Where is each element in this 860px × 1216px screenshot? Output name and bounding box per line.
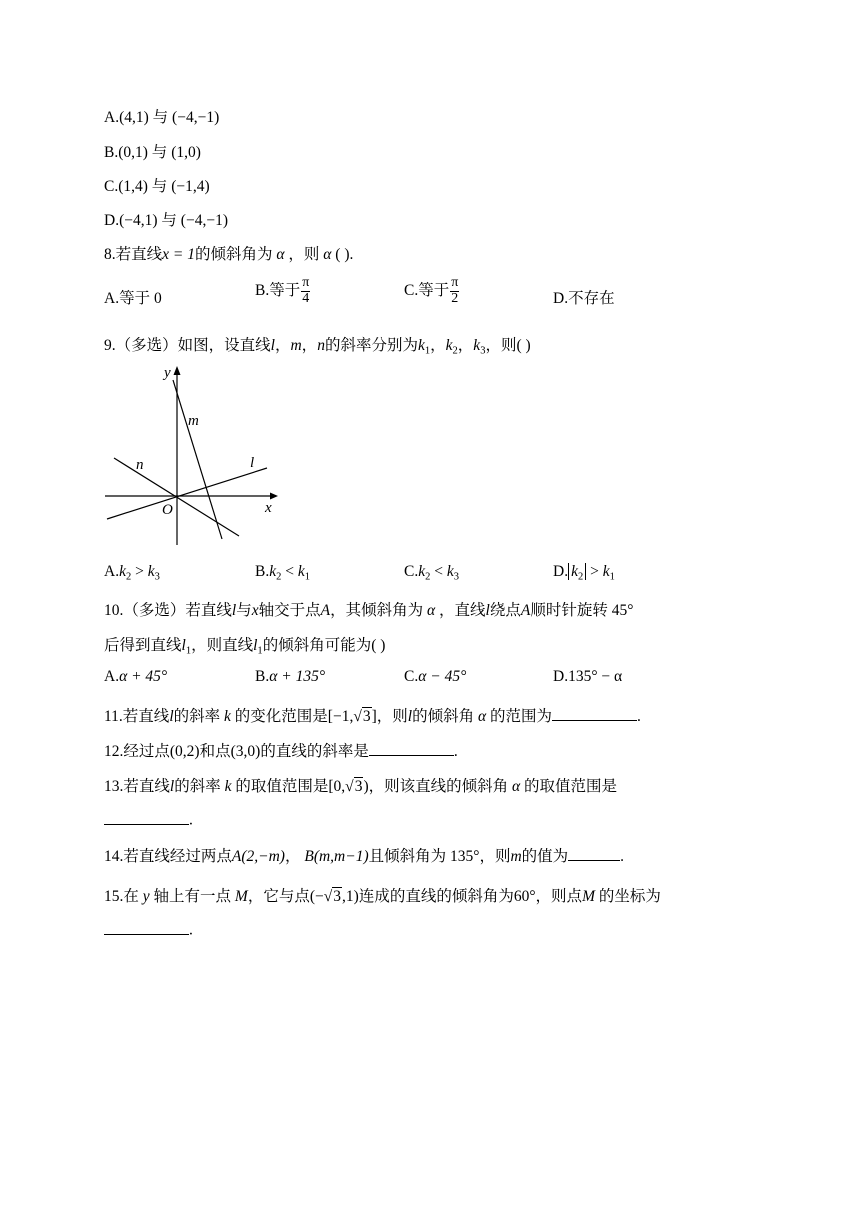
var-k: k <box>602 563 610 580</box>
alpha-symbol: α <box>512 778 521 795</box>
answer-blank[interactable] <box>568 845 620 862</box>
sqrt: √3 <box>323 888 342 905</box>
text: 的值为 <box>521 848 569 865</box>
point: ,1) <box>342 888 359 905</box>
q13 <box>104 774 617 796</box>
var-l: l <box>407 708 413 725</box>
line-l <box>107 468 267 519</box>
range: ) <box>363 778 369 795</box>
option-text: A.等于 0 <box>104 290 162 307</box>
var-k: k <box>446 563 454 580</box>
text: 的坐标为 <box>598 888 661 905</box>
q10-option-a <box>104 668 167 686</box>
equation: x = 1 <box>162 246 195 263</box>
text: ，则直线 <box>191 637 254 654</box>
text: . <box>620 848 625 865</box>
q10-stem-line1 <box>104 598 633 620</box>
text: . <box>637 708 641 725</box>
text: 轴交于点 <box>258 602 321 619</box>
option-label: A. <box>104 668 120 685</box>
subscript: 2 <box>125 571 132 583</box>
point: (−4,−1) <box>180 212 228 229</box>
point: (−4,−1) <box>172 109 220 126</box>
point: (4,1) <box>119 109 149 126</box>
line-m-label: m <box>188 413 199 429</box>
x-axis-label: x <box>265 500 272 516</box>
text: 绕点 <box>489 602 521 619</box>
var-k: k <box>224 778 232 795</box>
x-axis-arrow <box>270 493 278 500</box>
q11 <box>104 704 641 726</box>
subscript: 3 <box>154 571 160 583</box>
option-text: D.不存在 <box>553 290 615 307</box>
expression: 135° − α <box>568 668 623 685</box>
text: ， <box>274 337 291 354</box>
q8-option-d <box>553 286 615 308</box>
q10-option-d <box>553 668 622 686</box>
point: (−1,4) <box>171 178 210 195</box>
subscript: 1 <box>257 645 263 657</box>
connector: 与 <box>151 144 168 161</box>
var-k: k <box>224 708 231 725</box>
text: ，则该直线的倾斜角 <box>368 778 509 795</box>
fraction <box>450 276 459 306</box>
option-label: B. <box>255 668 270 685</box>
subscript: 2 <box>452 345 458 357</box>
q7-option-b <box>104 140 201 162</box>
angle: 60° <box>513 888 536 905</box>
expression: α + 45° <box>119 668 168 685</box>
var-n: n <box>317 337 325 354</box>
subscript: 3 <box>453 571 460 583</box>
point-b-label: B <box>304 848 314 865</box>
text: 的斜率 <box>173 708 221 725</box>
var-k: k <box>119 563 126 580</box>
q10-stem-line2 <box>104 633 385 657</box>
radicand: 3 <box>362 708 371 725</box>
var-a: A <box>320 602 331 619</box>
text: ，则 <box>376 708 408 725</box>
q8-option-b <box>255 276 311 306</box>
q15-answer-line <box>104 918 193 940</box>
option-label: A. <box>104 109 120 126</box>
text: 的范围为 <box>490 708 553 725</box>
subscript: 2 <box>425 571 431 583</box>
point-b-coords: (m,m−1) <box>313 848 369 865</box>
q7-option-d <box>104 208 228 230</box>
subscript: 1 <box>185 645 192 657</box>
text: 的直线的斜率是 <box>260 743 369 760</box>
subscript: 1 <box>304 571 311 583</box>
text: ，则( ) <box>485 337 531 354</box>
range: [0, <box>328 778 346 795</box>
absolute-value <box>568 563 586 583</box>
operator: < <box>285 563 294 580</box>
var-k: k <box>418 563 426 580</box>
option-label: D. <box>104 212 120 229</box>
var-l: l <box>231 602 237 619</box>
text: 的倾斜角可能为( ) <box>262 637 386 654</box>
text: 10.（多选）若直线 <box>104 602 232 619</box>
point-a-coords: (2,−m) <box>241 848 285 865</box>
var-k: k <box>473 337 481 354</box>
point: (1,4) <box>118 178 148 195</box>
var-l: l <box>181 637 186 654</box>
var-l: l <box>169 708 174 725</box>
text: ， <box>284 848 301 865</box>
var-k: k <box>297 563 305 580</box>
var-k: k <box>445 337 453 354</box>
operator: > <box>135 563 144 580</box>
point: (0,2) <box>169 743 200 760</box>
var-m: m <box>290 337 302 354</box>
point: (−4,1) <box>119 212 158 229</box>
y-axis-label: y <box>164 365 171 381</box>
option-text: C.等于 <box>404 281 450 299</box>
alpha-symbol: α <box>477 708 487 725</box>
alpha-symbol: α <box>323 246 332 263</box>
text: 8.若直线 <box>104 246 163 263</box>
text: . <box>189 811 193 829</box>
q10-option-c <box>404 668 466 686</box>
y-axis-arrow <box>174 366 181 375</box>
text: 与 <box>236 602 252 619</box>
fraction <box>301 276 310 306</box>
text: 的倾斜角为 <box>194 246 273 263</box>
var-k: k <box>147 563 155 580</box>
text: 连成的直线的倾斜角为 <box>358 888 514 905</box>
denominator: 4 <box>302 290 310 306</box>
option-label: B. <box>255 563 270 580</box>
origin-label: O <box>162 502 173 518</box>
q15 <box>104 884 661 906</box>
text: 14.若直线经过两点 <box>104 848 232 865</box>
var-y: y <box>142 888 150 905</box>
answer-blank[interactable] <box>104 808 189 825</box>
q12 <box>104 739 458 761</box>
q9-stem <box>104 333 531 357</box>
var-k: k <box>417 337 425 354</box>
option-label: A. <box>104 563 120 580</box>
text: ，则 <box>288 246 320 263</box>
text: 且倾斜角为 135°，则 <box>368 848 511 865</box>
option-label: C. <box>404 563 419 580</box>
text: . <box>189 921 193 939</box>
text: 的取值范围是 <box>235 778 329 795</box>
var-k: k <box>571 563 578 580</box>
option-label: C. <box>104 178 119 195</box>
alpha-symbol: α <box>276 246 285 263</box>
q9-option-a <box>104 563 160 583</box>
range: ] <box>371 708 377 725</box>
text: 轴上有一点 <box>153 888 232 905</box>
var-m-point: M <box>582 888 595 905</box>
connector: 与 <box>161 212 177 229</box>
expression: α − 45° <box>418 668 467 685</box>
text: 9.（多选）如图，设直线 <box>104 337 271 354</box>
text: 的变化范围是 <box>234 708 328 725</box>
var-x: x <box>251 602 259 619</box>
q8-stem <box>104 242 353 264</box>
connector: 与 <box>152 109 169 126</box>
operator: > <box>590 563 599 580</box>
text: 的斜率分别为 <box>324 337 418 354</box>
text: 的倾斜角 <box>412 708 475 725</box>
var-l: l <box>485 602 490 619</box>
text: 15.在 <box>104 888 139 905</box>
text: 12.经过点 <box>104 743 170 760</box>
q10-option-b <box>255 668 325 686</box>
q9-option-c <box>404 563 459 583</box>
line-l-label: l <box>250 455 255 471</box>
text: 11.若直线 <box>104 708 170 725</box>
numerator: π <box>451 275 459 290</box>
text: ， <box>430 337 446 354</box>
sqrt: √3 <box>353 708 371 725</box>
var-k: k <box>269 563 277 580</box>
text: ， <box>301 337 318 354</box>
line-m <box>173 380 222 539</box>
radicand: 3 <box>354 778 363 795</box>
subscript: 1 <box>424 345 431 357</box>
var-l: l <box>270 337 275 354</box>
answer-blank[interactable] <box>104 918 189 935</box>
q14 <box>104 844 624 866</box>
text: ( ). <box>335 246 354 263</box>
alpha-symbol: α <box>426 602 436 619</box>
point: (− <box>309 888 324 905</box>
option-label: D. <box>553 668 569 685</box>
expression: α + 135° <box>269 668 326 685</box>
text: . <box>453 743 458 760</box>
option-label: D. <box>553 563 569 580</box>
subscript: 3 <box>480 345 486 357</box>
q13-answer-line <box>104 808 193 830</box>
point: (0,1) <box>118 144 148 161</box>
text: 顺时针旋转 45° <box>530 602 634 619</box>
option-label: C. <box>404 668 419 685</box>
q7-option-a <box>104 105 219 127</box>
var-m-point: M <box>234 888 248 905</box>
text: 后得到直线 <box>104 637 182 654</box>
q8-option-c <box>404 276 460 306</box>
q8-option-a <box>104 286 162 308</box>
answer-blank[interactable] <box>552 705 637 722</box>
range: [−1, <box>327 708 354 725</box>
var-l: l <box>169 778 175 795</box>
text: 和点 <box>199 743 231 760</box>
var-m: m <box>510 848 522 865</box>
q9-figure <box>100 362 285 548</box>
option-text: B.等于 <box>255 281 301 299</box>
text: ，则点 <box>535 888 583 905</box>
denominator: 2 <box>451 290 459 306</box>
subscript: 2 <box>577 571 584 583</box>
connector: 与 <box>151 178 168 195</box>
text: ，直线 <box>439 602 486 619</box>
q7-option-c <box>104 174 210 196</box>
text: 的斜率 <box>174 778 221 795</box>
operator: < <box>434 563 443 580</box>
line-n-label: n <box>136 457 144 473</box>
var-l: l <box>253 637 258 654</box>
text: 的取值范围是 <box>524 778 618 795</box>
answer-blank[interactable] <box>369 740 454 757</box>
text: ， <box>457 337 474 354</box>
q9-option-d <box>553 563 615 583</box>
q9-option-b <box>255 563 310 583</box>
subscript: 2 <box>276 571 282 583</box>
point-a-label: A <box>231 848 242 865</box>
point: (1,0) <box>171 144 201 161</box>
option-label: B. <box>104 144 119 161</box>
subscript: 1 <box>609 571 615 583</box>
text: ，其倾斜角为 <box>330 602 424 619</box>
point: (3,0) <box>230 743 261 760</box>
sqrt: √3 <box>345 778 363 795</box>
var-a: A <box>520 602 531 619</box>
text: ，它与点 <box>247 888 310 905</box>
numerator: π <box>302 275 310 290</box>
text: 13.若直线 <box>104 778 170 795</box>
radicand: 3 <box>333 888 342 905</box>
